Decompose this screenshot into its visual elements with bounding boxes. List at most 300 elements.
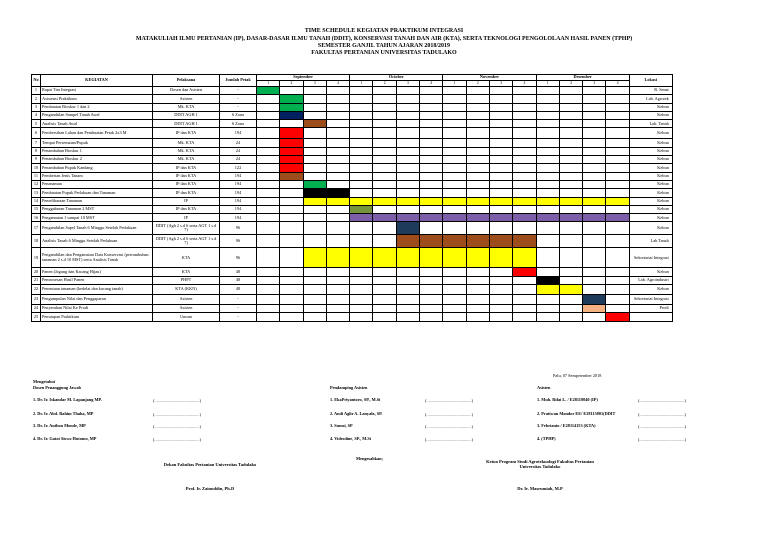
week-cell [303, 147, 326, 155]
week-cell [559, 103, 582, 111]
plot-count: 194 [220, 189, 257, 197]
location: Kebun [629, 164, 672, 172]
week-cell [559, 205, 582, 213]
schedule-row [32, 268, 673, 276]
signature-line: (..........................................) [425, 412, 473, 417]
pendamping-name: 3. Sumsi, SP [330, 423, 353, 428]
week-cell [350, 313, 373, 321]
week-cell [536, 189, 559, 197]
week-cell [350, 248, 373, 268]
week-cell [326, 103, 349, 111]
week-cell [373, 139, 396, 147]
week-cell [559, 164, 582, 172]
week-cell [513, 103, 536, 111]
week-cell [536, 128, 559, 139]
week-cell [303, 139, 326, 147]
pendamping-name: 2. Andi Aglir A. Lanyala, SP. [330, 411, 383, 416]
executor: IP dan KTA [153, 189, 220, 197]
executor: Asisten [153, 95, 220, 103]
header-week-1-4: 4 [326, 81, 349, 87]
dosen-name: 2. Dr. Ir. Abd. Rahim Thaha, MP [33, 411, 94, 416]
week-cell [420, 120, 443, 128]
week-cell [257, 156, 280, 164]
executor: DDIT AGH 1 [153, 111, 220, 119]
week-cell [513, 87, 536, 95]
week-cell [489, 305, 512, 313]
week-cell [350, 268, 373, 276]
header-week-2-4: 4 [420, 81, 443, 87]
schedule-row [32, 103, 673, 111]
plot-count: - [220, 313, 257, 321]
week-cell [420, 222, 443, 235]
week-cell [466, 95, 489, 103]
week-cell [466, 313, 489, 321]
location: Kebun [629, 189, 672, 197]
week-cell [536, 276, 559, 284]
week-cell [583, 276, 606, 284]
header-week-3-2: 2 [466, 81, 489, 87]
plot-count: - [220, 103, 257, 111]
week-cell [583, 95, 606, 103]
week-cell [420, 295, 443, 305]
week-cell [373, 95, 396, 103]
week-cell [559, 180, 582, 188]
week-cell [443, 87, 466, 95]
week-cell [280, 295, 303, 305]
week-cell [303, 222, 326, 235]
plot-count: 194 [220, 214, 257, 222]
row-number: 10 [32, 164, 41, 172]
week-cell [466, 268, 489, 276]
week-cell [606, 120, 629, 128]
week-cell [536, 235, 559, 248]
location: Kebun [629, 156, 672, 164]
plot-count: 24 [220, 156, 257, 164]
week-cell [513, 180, 536, 188]
header-no: No [32, 75, 41, 87]
week-cell [466, 156, 489, 164]
week-cell [466, 214, 489, 222]
week-cell [536, 147, 559, 155]
week-cell [513, 156, 536, 164]
week-cell [443, 139, 466, 147]
row-number: 9 [32, 156, 41, 164]
week-cell [280, 285, 303, 295]
week-cell [280, 95, 303, 103]
week-cell [303, 235, 326, 248]
schedule-row [32, 235, 673, 248]
header-week-4-1: 1 [536, 81, 559, 87]
header-month-desember: Desember [536, 75, 629, 81]
week-cell [489, 268, 512, 276]
header-line-2: MATAKULIAH ILMU PERTANIAN (IP), DASAR-DASAR ILMU TANAH (DDIT), KONSERVASI TANAH DAN AIR (KTA), SERTA TEKNOLOGI PENGOLOLAAN HASIL PANEN (TPHP) [135, 36, 633, 42]
header-week-2-1: 1 [350, 81, 373, 87]
week-cell [536, 95, 559, 103]
week-cell [489, 313, 512, 321]
week-cell [280, 172, 303, 180]
week-cell [466, 285, 489, 295]
week-cell [350, 111, 373, 119]
location: Kebun [629, 214, 672, 222]
week-cell [420, 147, 443, 155]
asisten-name: 3. Febrianto / E28114153 (KTA) [537, 423, 596, 428]
week-cell [559, 285, 582, 295]
week-cell [350, 120, 373, 128]
week-cell [257, 189, 280, 197]
week-cell [420, 156, 443, 164]
week-cell [280, 120, 303, 128]
week-cell [420, 276, 443, 284]
week-cell [489, 172, 512, 180]
week-cell [583, 205, 606, 213]
header-month-november: November [443, 75, 536, 81]
week-cell [303, 197, 326, 205]
week-cell [583, 147, 606, 155]
week-cell [606, 248, 629, 268]
week-cell [350, 139, 373, 147]
week-cell [326, 235, 349, 248]
week-cell [326, 95, 349, 103]
week-cell [559, 95, 582, 103]
signature-line: (..........................................) [638, 412, 686, 417]
week-cell [303, 248, 326, 268]
plot-count: 194 [220, 197, 257, 205]
week-cell [489, 87, 512, 95]
activity-name: Pemeliharaan Tanaman [41, 197, 153, 205]
week-cell [466, 197, 489, 205]
executor: IP dan KTA [153, 205, 220, 213]
location: Lab. Tanah [629, 120, 672, 128]
week-cell [513, 205, 536, 213]
plot-count: 194 [220, 128, 257, 139]
week-cell [303, 189, 326, 197]
week-cell [257, 95, 280, 103]
week-cell [350, 103, 373, 111]
activity-name: Panen (Jagung dan Kacang Hijau) [41, 268, 153, 276]
executor: Mk. KTA [153, 139, 220, 147]
activity-name: Penggaburan Tanaman 2 MST [41, 205, 153, 213]
week-cell [350, 147, 373, 155]
week-cell [489, 214, 512, 222]
location: Kebun [629, 268, 672, 276]
week-cell [489, 189, 512, 197]
header-week-4-2: 2 [559, 81, 582, 87]
schedule-row [32, 95, 673, 103]
dosen-name: 1. Dr. Ir. Iskandar M. Lapanjang MP. [33, 397, 102, 402]
week-cell [280, 197, 303, 205]
plot-count: 194 [220, 172, 257, 180]
week-cell [257, 180, 280, 188]
week-cell [396, 197, 419, 205]
week-cell [420, 235, 443, 248]
activity-name: Rapat Tim Integrasi [41, 87, 153, 95]
week-cell [536, 120, 559, 128]
week-cell [326, 180, 349, 188]
week-cell [583, 235, 606, 248]
week-cell [559, 189, 582, 197]
week-cell [559, 214, 582, 222]
week-cell [559, 305, 582, 313]
header-week-2-2: 2 [373, 81, 396, 87]
week-cell [559, 128, 582, 139]
week-cell [443, 111, 466, 119]
asisten-title: Asisten [537, 385, 551, 390]
location: Kebun [629, 222, 672, 235]
week-cell [443, 189, 466, 197]
activity-name: Pembuatan Pupuk Perlakuan dan Tanaman [41, 189, 153, 197]
week-cell [257, 235, 280, 248]
week-cell [280, 214, 303, 222]
location: Prodi [629, 305, 672, 313]
week-cell [606, 268, 629, 276]
week-cell [513, 147, 536, 155]
week-cell [373, 305, 396, 313]
location: Kebun [629, 139, 672, 147]
week-cell [513, 172, 536, 180]
week-cell [559, 172, 582, 180]
week-cell [489, 197, 512, 205]
week-cell [420, 128, 443, 139]
week-cell [420, 95, 443, 103]
week-cell [373, 276, 396, 284]
week-cell [536, 164, 559, 172]
week-cell [373, 222, 396, 235]
header-week-2-3: 3 [396, 81, 419, 87]
week-cell [280, 222, 303, 235]
week-cell [536, 156, 559, 164]
week-cell [559, 222, 582, 235]
week-cell [489, 276, 512, 284]
activity-name: Penambahan Pupuk Kandang [41, 164, 153, 172]
activity-name: Penanaman [41, 180, 153, 188]
location: Kebun [629, 111, 672, 119]
schedule-row [32, 189, 673, 197]
week-cell [350, 189, 373, 197]
row-number: 8 [32, 147, 41, 155]
header-line-3: SEMESTER GANJIL TAHUN AJARAN 2018/2019 [317, 43, 451, 49]
week-cell [396, 305, 419, 313]
week-cell [466, 120, 489, 128]
week-cell [303, 95, 326, 103]
week-cell [373, 214, 396, 222]
week-cell [443, 285, 466, 295]
activity-name: Tempat Persemaian/Pupuk [41, 139, 153, 147]
week-cell [443, 156, 466, 164]
location: Lab Tanah [629, 235, 672, 248]
asisten-name: 2. Pratiwan Mondor EE/ E28115001(DDIT [537, 411, 616, 416]
week-cell [536, 295, 559, 305]
week-cell [373, 103, 396, 111]
dosen-title: Dosen Penanggung Jawab [33, 385, 81, 390]
week-cell [583, 120, 606, 128]
week-cell [606, 197, 629, 205]
activity-name: Penambahan Bioskur 1 [41, 147, 153, 155]
location: Lab. Agroindustri [629, 276, 672, 284]
week-cell [513, 235, 536, 248]
week-cell [420, 139, 443, 147]
week-cell [513, 139, 536, 147]
week-cell [513, 295, 536, 305]
signature-line: (..........................................) [153, 412, 201, 417]
week-cell [559, 120, 582, 128]
plot-count: - [220, 95, 257, 103]
week-cell [466, 172, 489, 180]
week-cell [257, 248, 280, 268]
week-cell [350, 235, 373, 248]
week-cell [396, 214, 419, 222]
week-cell [466, 164, 489, 172]
schedule-row [32, 295, 673, 305]
week-cell [606, 147, 629, 155]
week-cell [373, 156, 396, 164]
week-cell [420, 180, 443, 188]
location: Kebun [629, 147, 672, 155]
week-cell [559, 268, 582, 276]
week-cell [536, 197, 559, 205]
signature-line: (..........................................) [153, 424, 201, 429]
week-cell [466, 235, 489, 248]
executor: DDIT AGH 1 [153, 120, 220, 128]
plot-count: - [220, 87, 257, 95]
week-cell [326, 285, 349, 295]
week-cell [396, 205, 419, 213]
week-cell [280, 128, 303, 139]
week-cell [466, 205, 489, 213]
header-month-september: September [257, 75, 350, 81]
week-cell [489, 248, 512, 268]
schedule-row [32, 120, 673, 128]
header-week-3-4: 4 [513, 81, 536, 87]
signature-line: (..........................................) [425, 437, 473, 442]
week-cell [350, 180, 373, 188]
week-cell [373, 235, 396, 248]
week-cell [373, 87, 396, 95]
week-cell [396, 235, 419, 248]
row-number: 22 [32, 285, 41, 295]
week-cell [373, 111, 396, 119]
week-cell [559, 248, 582, 268]
location: Lab. Agrotek [629, 95, 672, 103]
schedule-row [32, 164, 673, 172]
header-week-1-1: 1 [257, 81, 280, 87]
week-cell [396, 120, 419, 128]
signature-line: (..........................................) [425, 424, 473, 429]
activity-name: Pemrosesan Hasil Panen [41, 276, 153, 284]
executor: PHPT [153, 276, 220, 284]
week-cell [420, 248, 443, 268]
week-cell [559, 295, 582, 305]
week-cell [513, 313, 536, 321]
week-cell [396, 139, 419, 147]
week-cell [420, 111, 443, 119]
executor: Dosen dan Asisten [153, 87, 220, 95]
week-cell [326, 214, 349, 222]
week-cell [280, 268, 303, 276]
week-cell [489, 120, 512, 128]
header-line-4: FAKULTAS PERTANIAN UNIVERSITAS TADULAKO [311, 50, 457, 56]
schedule-table [31, 74, 673, 322]
activity-name: Pemberian Jenis Tanam [41, 172, 153, 180]
week-cell [513, 95, 536, 103]
week-cell [513, 305, 536, 313]
week-cell [583, 103, 606, 111]
executor: KTA [153, 248, 220, 268]
dekan-name: Prof. Ir. Zainuddin, Ph.D [185, 486, 235, 491]
week-cell [536, 205, 559, 213]
week-cell [280, 305, 303, 313]
week-cell [326, 128, 349, 139]
week-cell [303, 156, 326, 164]
week-cell [257, 295, 280, 305]
week-cell [583, 87, 606, 95]
week-cell [606, 235, 629, 248]
location: R. Senat [629, 87, 672, 95]
week-cell [326, 147, 349, 155]
week-cell [257, 276, 280, 284]
week-cell [257, 120, 280, 128]
row-number: 7 [32, 139, 41, 147]
executor: IP dan KTA [153, 128, 220, 139]
plot-count: 24 [220, 139, 257, 147]
executor: IP dan KTA [153, 180, 220, 188]
signature-line: (..........................................) [638, 398, 686, 403]
week-cell [536, 285, 559, 295]
week-cell [396, 222, 419, 235]
week-cell [396, 111, 419, 119]
week-cell [559, 156, 582, 164]
week-cell [303, 305, 326, 313]
location: Kebun [629, 205, 672, 213]
week-cell [489, 164, 512, 172]
week-cell [466, 305, 489, 313]
header-kegiatan: KEGIATAN [41, 75, 153, 87]
week-cell [443, 276, 466, 284]
week-cell [257, 111, 280, 119]
week-cell [583, 156, 606, 164]
week-cell [606, 172, 629, 180]
week-cell [513, 285, 536, 295]
schedule-row [32, 248, 673, 268]
week-cell [489, 103, 512, 111]
week-cell [606, 295, 629, 305]
row-number: 12 [32, 180, 41, 188]
week-cell [583, 214, 606, 222]
week-cell [559, 139, 582, 147]
week-cell [303, 295, 326, 305]
week-cell [513, 276, 536, 284]
week-cell [373, 285, 396, 295]
week-cell [489, 111, 512, 119]
week-cell [303, 180, 326, 188]
week-cell [420, 285, 443, 295]
week-cell [303, 285, 326, 295]
week-cell [466, 87, 489, 95]
week-cell [420, 172, 443, 180]
executor: IP [153, 214, 220, 222]
row-number: 5 [32, 120, 41, 128]
week-cell [350, 156, 373, 164]
week-cell [513, 128, 536, 139]
plot-count: 48 [220, 285, 257, 295]
week-cell [350, 276, 373, 284]
week-cell [280, 248, 303, 268]
location: Kebun [629, 103, 672, 111]
week-cell [466, 295, 489, 305]
mengetahui-label: Mengetahui [33, 379, 55, 384]
week-cell [443, 147, 466, 155]
executor: Mk. KTA [153, 147, 220, 155]
week-cell [280, 235, 303, 248]
